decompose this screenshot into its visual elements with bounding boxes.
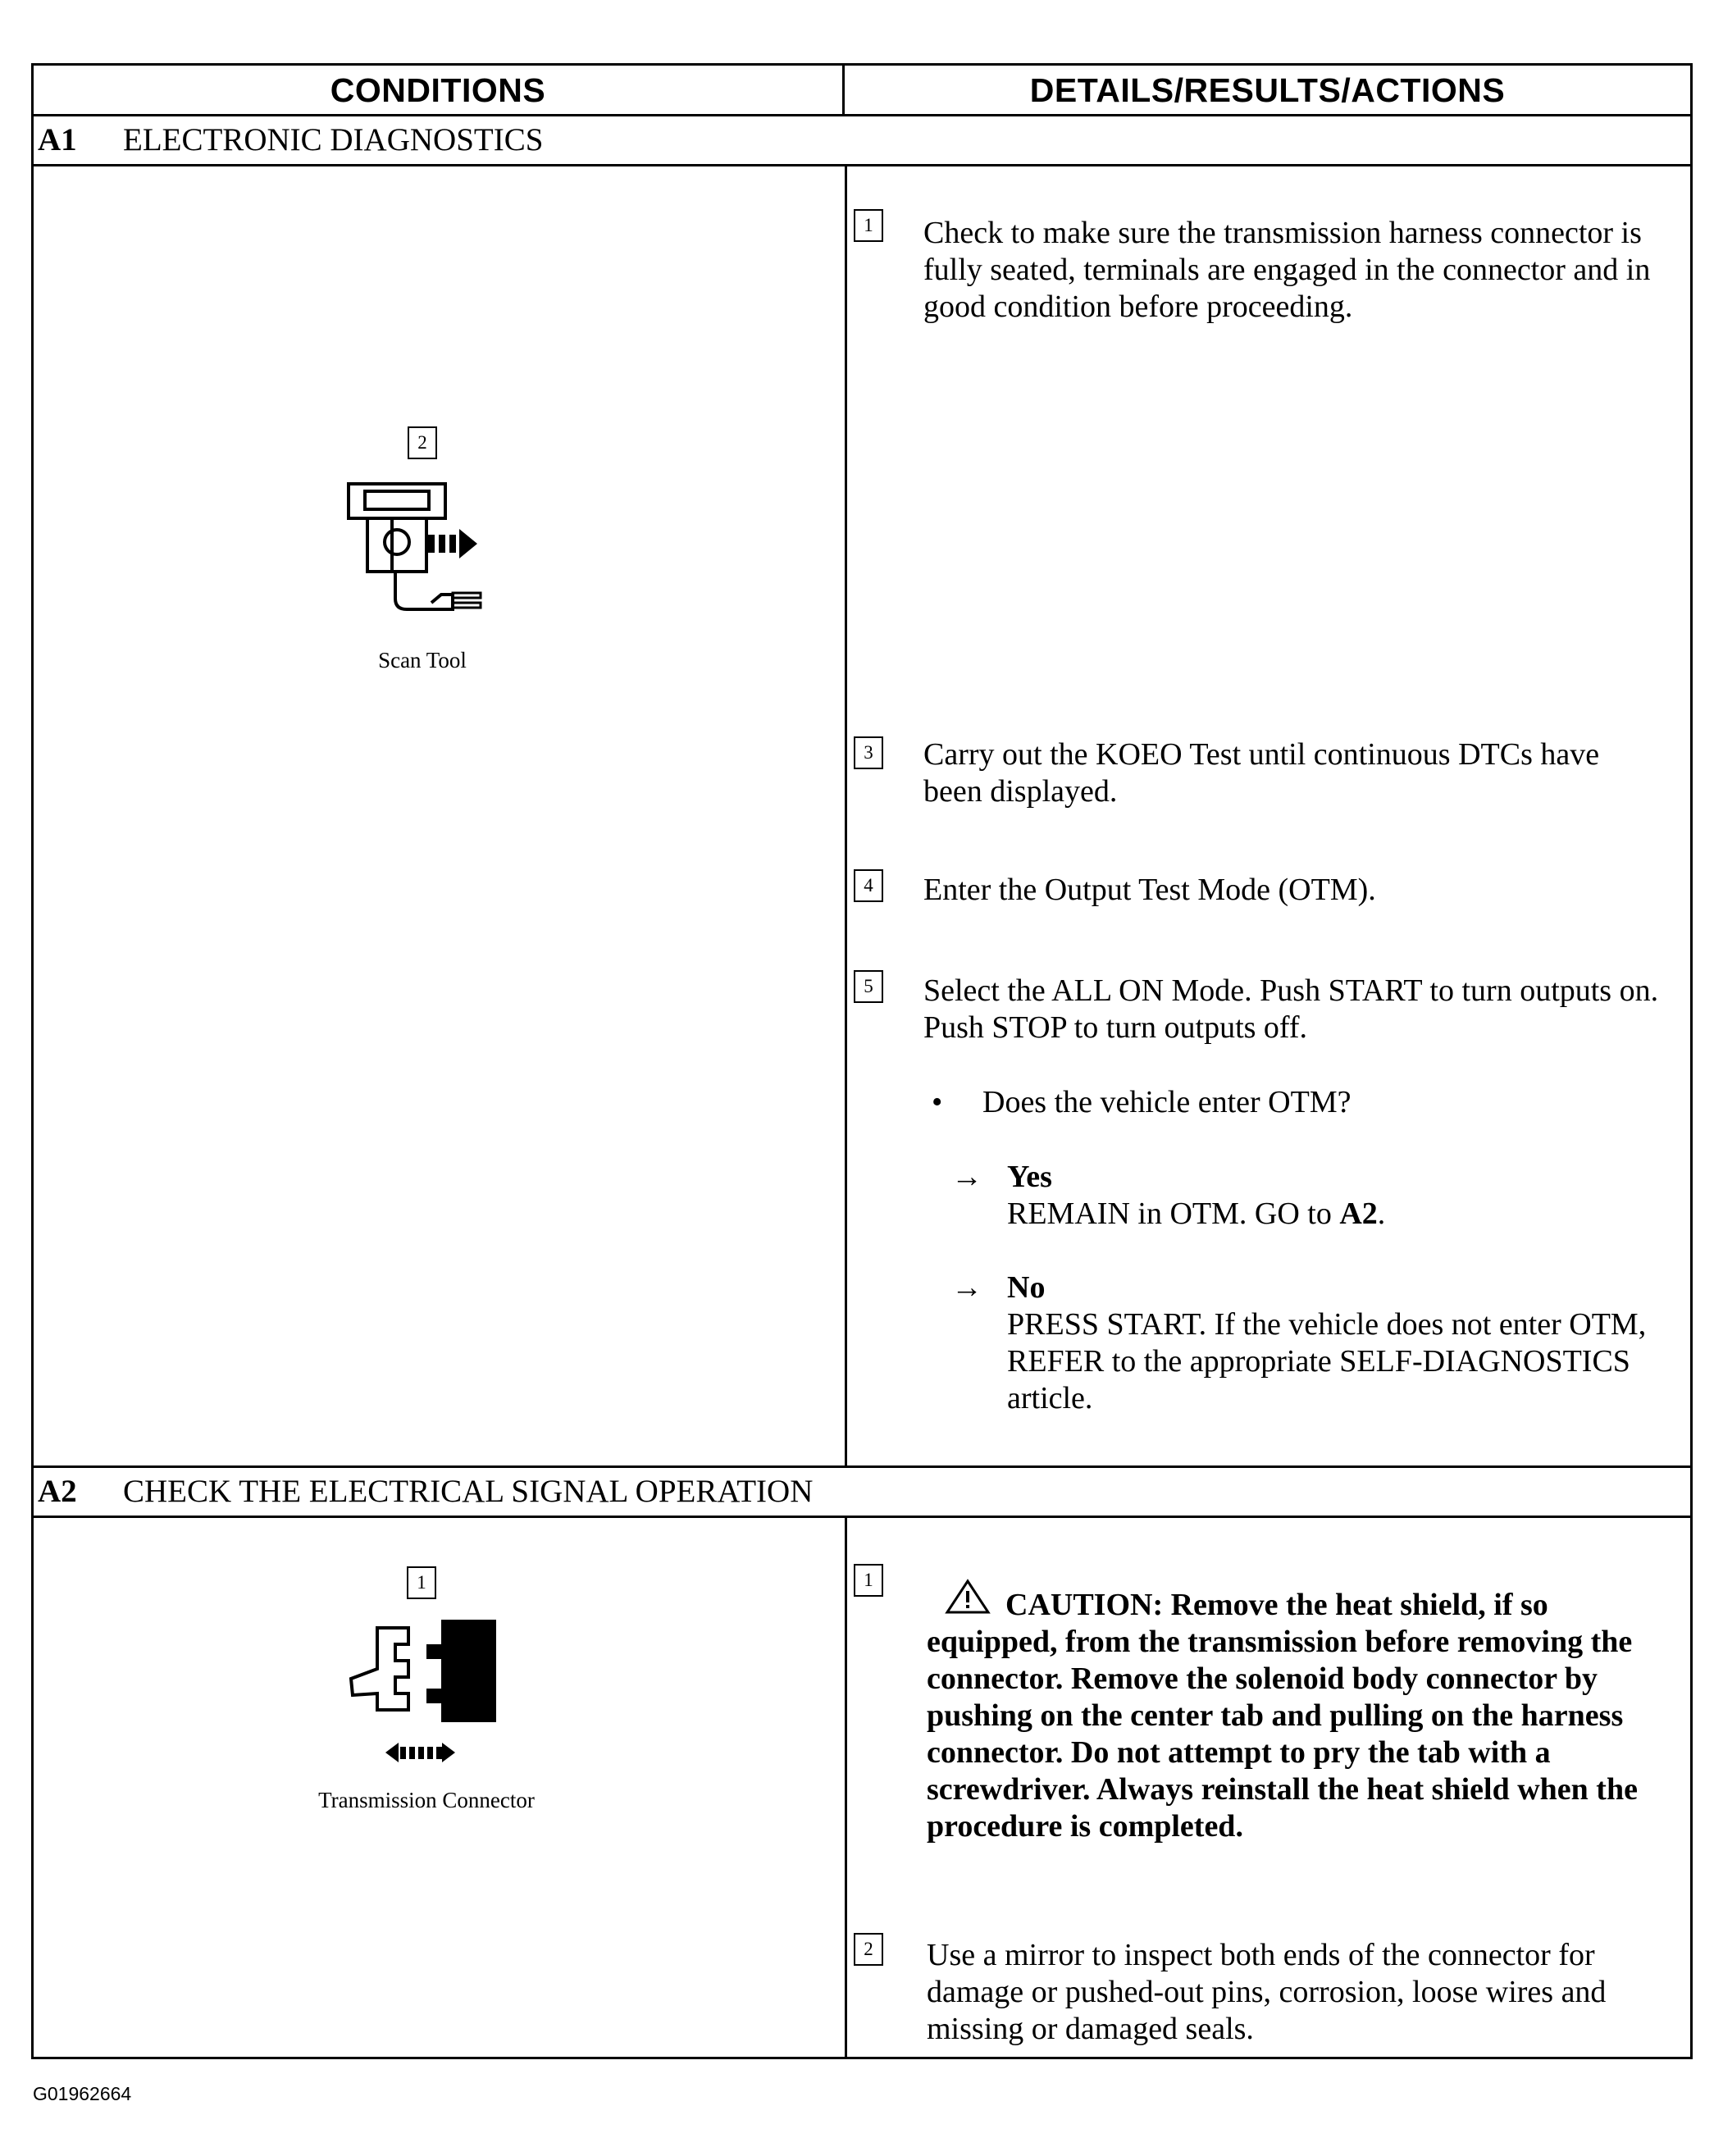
- yes-action-target: A2: [1339, 1197, 1378, 1231]
- step-badge-5: 5: [854, 970, 883, 1003]
- table-bottom-border: [31, 2057, 1693, 2059]
- question-bullet: •: [932, 1085, 943, 1119]
- section-a2-id: A2: [38, 1473, 77, 1509]
- step-1-text: Check to make sure the transmission harness connector is fully seated, terminals are engaged in the connector and in good condition before proceeding.: [923, 216, 1651, 324]
- figure-step-badge: 2: [408, 426, 437, 459]
- no-label: No: [1007, 1270, 1046, 1305]
- scan-tool-icon: [344, 480, 508, 623]
- section-a1-title: [33, 116, 543, 162]
- no-action: PRESS START. If the vehicle does not enter OTM, REFER to the appropriate SELF-DIAGNOSTICS article.: [1007, 1307, 1647, 1415]
- step-badge-1: 1: [854, 209, 883, 242]
- step-3-text: Carry out the KOEO Test until continuous DTCs have been displayed.: [923, 737, 1600, 809]
- step-badge-a2-1: 1: [854, 1564, 883, 1597]
- yes-arrow: →: [951, 1160, 982, 1194]
- step-badge-4: 4: [854, 869, 883, 902]
- header-details: DETAILS/RESULTS/ACTIONS: [1029, 71, 1506, 109]
- no-arrow: →: [951, 1270, 982, 1305]
- table-left-border: [31, 63, 34, 2059]
- column-divider-a2: [845, 1516, 847, 2059]
- step-5-text: Select the ALL ON Mode. Push START to turn outputs on. Push STOP to turn outputs off.: [923, 973, 1659, 1045]
- header-conditions: CONDITIONS: [330, 71, 546, 109]
- transmission-connector-icon: [344, 1611, 508, 1767]
- step-badge-3: 3: [854, 736, 883, 769]
- step-badge-a2-2: 2: [854, 1933, 883, 1966]
- section-a1-id: A1: [38, 121, 77, 157]
- step-a2-2-text: Use a mirror to inspect both ends of the connector for damage or pushed-out pins, corrosion, loose wires and missing or damaged seals.: [927, 1938, 1607, 2046]
- yes-label: Yes: [1007, 1160, 1052, 1194]
- figure-code: G01962664: [33, 2083, 132, 2104]
- figure-step-badge-a2: 1: [407, 1566, 436, 1599]
- column-divider-a1: [845, 164, 847, 1468]
- section-a2-label: CHECK THE ELECTRICAL SIGNAL OPERATION: [123, 1473, 814, 1509]
- section-a1-label: ELECTRONIC DIAGNOSTICS: [123, 121, 544, 157]
- a2-title-bottom-border: [31, 1516, 1693, 1518]
- yes-action: [1007, 1196, 1663, 1233]
- caution-text: CAUTION: Remove the heat shield, if so equipped, from the transmission before removing the connector. Remove the solenoid body connector by pushing on the center tab and pulling on the harness connector. Do not attempt to pry the tab with a screwdriver. Always reinstall the heat shield when the procedure is completed.: [927, 1588, 1638, 1844]
- yes-action-end: .: [1377, 1197, 1386, 1231]
- table-right-border: [1690, 63, 1693, 2059]
- question-text: Does the vehicle enter OTM?: [982, 1085, 1352, 1119]
- section-a2-title: [33, 1468, 813, 1514]
- step-4-text: Enter the Output Test Mode (OTM).: [923, 873, 1376, 907]
- figure-caption-scan-tool: Scan Tool: [378, 648, 467, 672]
- yes-action-text: REMAIN in OTM. GO to: [1007, 1197, 1340, 1231]
- figure-caption-transmission-connector: Transmission Connector: [318, 1788, 535, 1812]
- a1-title-bottom-border: [31, 164, 1693, 166]
